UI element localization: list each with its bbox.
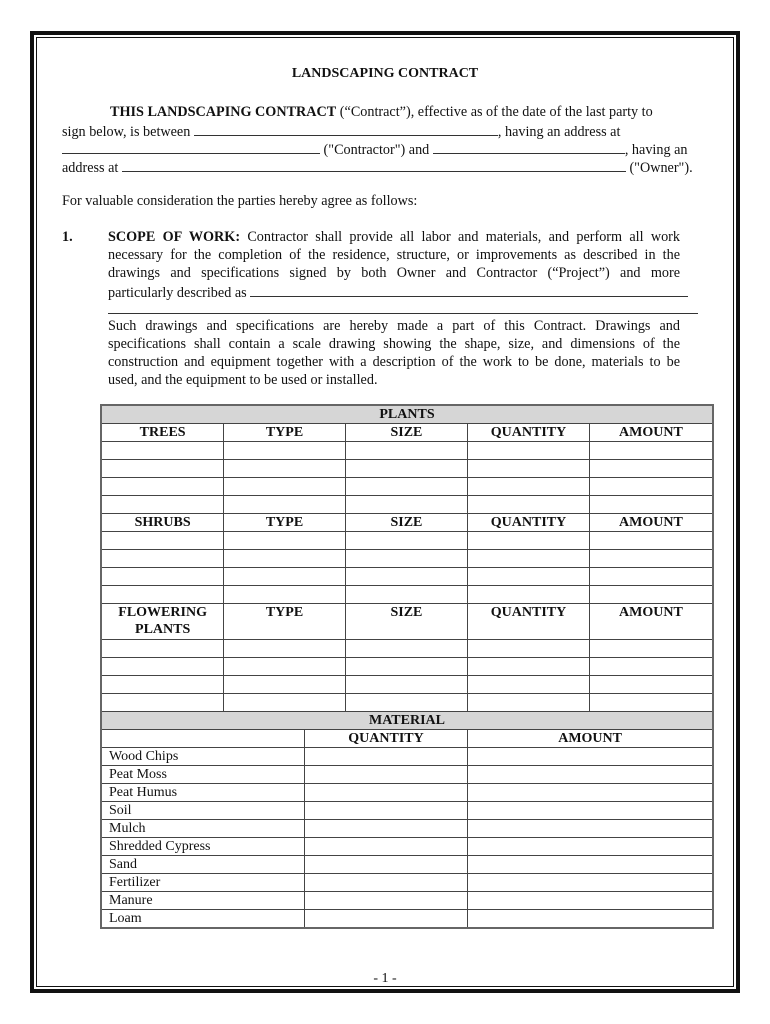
section-1-line-4 (108, 282, 688, 302)
table-row (101, 586, 713, 604)
cell[interactable] (468, 676, 590, 694)
flowering-plants-header-row (101, 604, 713, 640)
quantity-header: QUANTITY (468, 604, 590, 640)
material-name: Loam (101, 910, 304, 929)
cell[interactable] (224, 532, 345, 550)
cell[interactable] (468, 532, 590, 550)
cell[interactable] (101, 532, 224, 550)
owner-name-field[interactable] (433, 139, 625, 154)
material-row (101, 874, 713, 892)
cell[interactable] (101, 568, 224, 586)
material-row (101, 784, 713, 802)
table-row (101, 568, 713, 586)
intro-line-4 (62, 157, 693, 177)
material-name-header (101, 730, 304, 748)
section-text: Contractor shall provide all labor and materials, and perform all work (240, 229, 680, 245)
type-header: TYPE (224, 514, 345, 532)
table-row (101, 496, 713, 514)
cell[interactable] (589, 478, 713, 496)
material-amount-cell[interactable] (468, 748, 713, 766)
cell[interactable] (101, 586, 224, 604)
label-line: FLOWERING (118, 605, 207, 620)
cell[interactable] (224, 658, 345, 676)
cell[interactable] (224, 586, 345, 604)
cell[interactable] (101, 694, 224, 712)
cell[interactable] (468, 694, 590, 712)
intro-text: , having an address at (497, 124, 621, 140)
amount-header: AMOUNT (589, 604, 713, 640)
intro-text: sign below, is between (62, 124, 194, 140)
cell[interactable] (101, 550, 224, 568)
material-row (101, 766, 713, 784)
quantity-header: QUANTITY (468, 514, 590, 532)
cell[interactable] (589, 568, 713, 586)
plants-material-table (100, 404, 714, 929)
cell[interactable] (345, 478, 468, 496)
material-name: Wood Chips (101, 748, 304, 766)
material-row (101, 910, 713, 929)
intro-line-1 (110, 103, 653, 121)
cell[interactable] (345, 586, 468, 604)
table-row (101, 550, 713, 568)
cell[interactable] (101, 478, 224, 496)
material-row (101, 892, 713, 910)
cell[interactable] (589, 442, 713, 460)
section-1-para2-line-4: used, and the equipment to be used or installed. (108, 372, 378, 388)
intro-text: , having an (624, 142, 688, 158)
type-header: TYPE (224, 604, 345, 640)
material-amount-cell[interactable] (468, 856, 713, 874)
cell[interactable] (224, 568, 345, 586)
section-1-para2-line-2: specifications shall contain a scale drawing showing the shape, size, and dimensions of the (108, 336, 680, 352)
cell[interactable] (589, 496, 713, 514)
cell[interactable] (468, 460, 590, 478)
cell[interactable] (345, 442, 468, 460)
table-row (101, 694, 713, 712)
intro-text: ("Contractor") and (320, 142, 433, 158)
trees-header-row (101, 424, 713, 442)
label-line: PLANTS (135, 622, 191, 637)
table-row (101, 460, 713, 478)
material-amount-cell[interactable] (468, 874, 713, 892)
cell[interactable] (345, 568, 468, 586)
amount-header: AMOUNT (589, 514, 713, 532)
cell[interactable] (589, 640, 713, 658)
material-quantity-cell[interactable] (304, 784, 467, 802)
project-description-field-2[interactable] (108, 313, 698, 314)
material-name: Manure (101, 892, 304, 910)
amount-header: AMOUNT (589, 424, 713, 442)
material-quantity-cell[interactable] (304, 766, 467, 784)
cell[interactable] (345, 676, 468, 694)
material-row (101, 820, 713, 838)
intro-line-3 (62, 139, 687, 159)
cell[interactable] (101, 640, 224, 658)
cell[interactable] (224, 550, 345, 568)
cell[interactable] (224, 478, 345, 496)
cell[interactable] (224, 640, 345, 658)
cell[interactable] (224, 694, 345, 712)
cell[interactable] (468, 640, 590, 658)
section-1-line-2: necessary for the completion of the residence, structure, or improvements as described in the (108, 247, 680, 263)
cell[interactable] (468, 568, 590, 586)
cell[interactable] (101, 496, 224, 514)
cell[interactable] (468, 586, 590, 604)
material-name: Peat Humus (101, 784, 304, 802)
shrubs-label: SHRUBS (101, 514, 224, 532)
material-name: Soil (101, 802, 304, 820)
page-number: - 1 - (373, 971, 397, 986)
cell[interactable] (468, 478, 590, 496)
cell[interactable] (224, 460, 345, 478)
material-header-row (101, 730, 713, 748)
intro-text: address at (62, 160, 122, 176)
material-amount-cell[interactable] (468, 838, 713, 856)
cell[interactable] (101, 442, 224, 460)
cell[interactable] (468, 442, 590, 460)
material-row (101, 802, 713, 820)
material-quantity-cell[interactable] (304, 820, 467, 838)
intro-lead-bold: THIS LANDSCAPING CONTRACT (110, 104, 337, 120)
plants-band-header: PLANTS (101, 405, 713, 424)
cell[interactable] (468, 496, 590, 514)
flowering-plants-label (101, 604, 224, 640)
material-name: Peat Moss (101, 766, 304, 784)
trees-label: TREES (101, 424, 224, 442)
owner-address-field[interactable] (122, 157, 626, 172)
material-quantity-cell[interactable] (304, 910, 467, 929)
section-text: particularly described as (108, 285, 251, 301)
consideration-text: For valuable consideration the parties hereby agree as follows: (62, 193, 418, 209)
material-amount-cell[interactable] (468, 766, 713, 784)
section-number: 1. (62, 229, 73, 245)
cell[interactable] (101, 658, 224, 676)
section-1-line-1 (108, 228, 680, 246)
shrubs-header-row (101, 514, 713, 532)
project-description-field[interactable] (250, 282, 688, 297)
material-name: Sand (101, 856, 304, 874)
cell[interactable] (589, 586, 713, 604)
material-amount-cell[interactable] (468, 892, 713, 910)
material-row (101, 748, 713, 766)
section-1-line-3: drawings and specifications signed by both Owner and Contractor (“Project”) and more (108, 265, 680, 281)
quantity-header: QUANTITY (468, 424, 590, 442)
contractor-name-field[interactable] (194, 121, 498, 136)
size-header: SIZE (345, 424, 468, 442)
size-header: SIZE (345, 604, 468, 640)
material-quantity-cell[interactable] (304, 748, 467, 766)
material-band-header: MATERIAL (101, 712, 713, 730)
table-row (101, 478, 713, 496)
cell[interactable] (345, 460, 468, 478)
cell[interactable] (224, 442, 345, 460)
material-quantity-cell[interactable] (304, 856, 467, 874)
cell[interactable] (345, 694, 468, 712)
material-quantity-cell[interactable] (304, 892, 467, 910)
table-row (101, 676, 713, 694)
material-quantity-cell[interactable] (304, 802, 467, 820)
section-heading: SCOPE OF WORK: (108, 229, 241, 245)
cell[interactable] (345, 550, 468, 568)
material-quantity-cell[interactable] (304, 874, 467, 892)
material-quantity-cell[interactable] (304, 838, 467, 856)
cell[interactable] (589, 658, 713, 676)
size-header: SIZE (345, 514, 468, 532)
material-name: Fertilizer (101, 874, 304, 892)
material-amount-cell[interactable] (468, 784, 713, 802)
material-name: Mulch (101, 820, 304, 838)
cell[interactable] (345, 658, 468, 676)
intro-line-2 (62, 121, 620, 141)
cell[interactable] (345, 640, 468, 658)
cell[interactable] (589, 676, 713, 694)
type-header: TYPE (224, 424, 345, 442)
table-row (101, 640, 713, 658)
intro-text: ("Owner"). (625, 160, 693, 176)
cell[interactable] (224, 676, 345, 694)
table-row (101, 532, 713, 550)
cell[interactable] (345, 496, 468, 514)
table-row (101, 658, 713, 676)
section-1-para2-line-3: construction and equipment together with a description of the work to be done, materials to be (108, 354, 680, 370)
cell[interactable] (224, 496, 345, 514)
cell[interactable] (468, 658, 590, 676)
intro-lead-rest: (“Contract”), effective as of the date of the last party to (336, 104, 653, 120)
section-1-para2-line-1: Such drawings and specifications are hereby made a part of this Contract. Drawings and (108, 318, 680, 334)
material-amount-cell[interactable] (468, 802, 713, 820)
material-amount-cell[interactable] (468, 820, 713, 838)
cell[interactable] (589, 694, 713, 712)
material-row (101, 856, 713, 874)
table-row (101, 442, 713, 460)
cell[interactable] (101, 676, 224, 694)
cell[interactable] (589, 460, 713, 478)
cell[interactable] (101, 460, 224, 478)
material-amount-header: AMOUNT (468, 730, 713, 748)
cell[interactable] (589, 532, 713, 550)
contractor-address-field[interactable] (62, 139, 320, 154)
material-quantity-header: QUANTITY (304, 730, 467, 748)
cell[interactable] (468, 550, 590, 568)
cell[interactable] (345, 532, 468, 550)
document-title: LANDSCAPING CONTRACT (291, 66, 479, 81)
cell[interactable] (589, 550, 713, 568)
material-name: Shredded Cypress (101, 838, 304, 856)
material-amount-cell[interactable] (468, 910, 713, 929)
material-row (101, 838, 713, 856)
